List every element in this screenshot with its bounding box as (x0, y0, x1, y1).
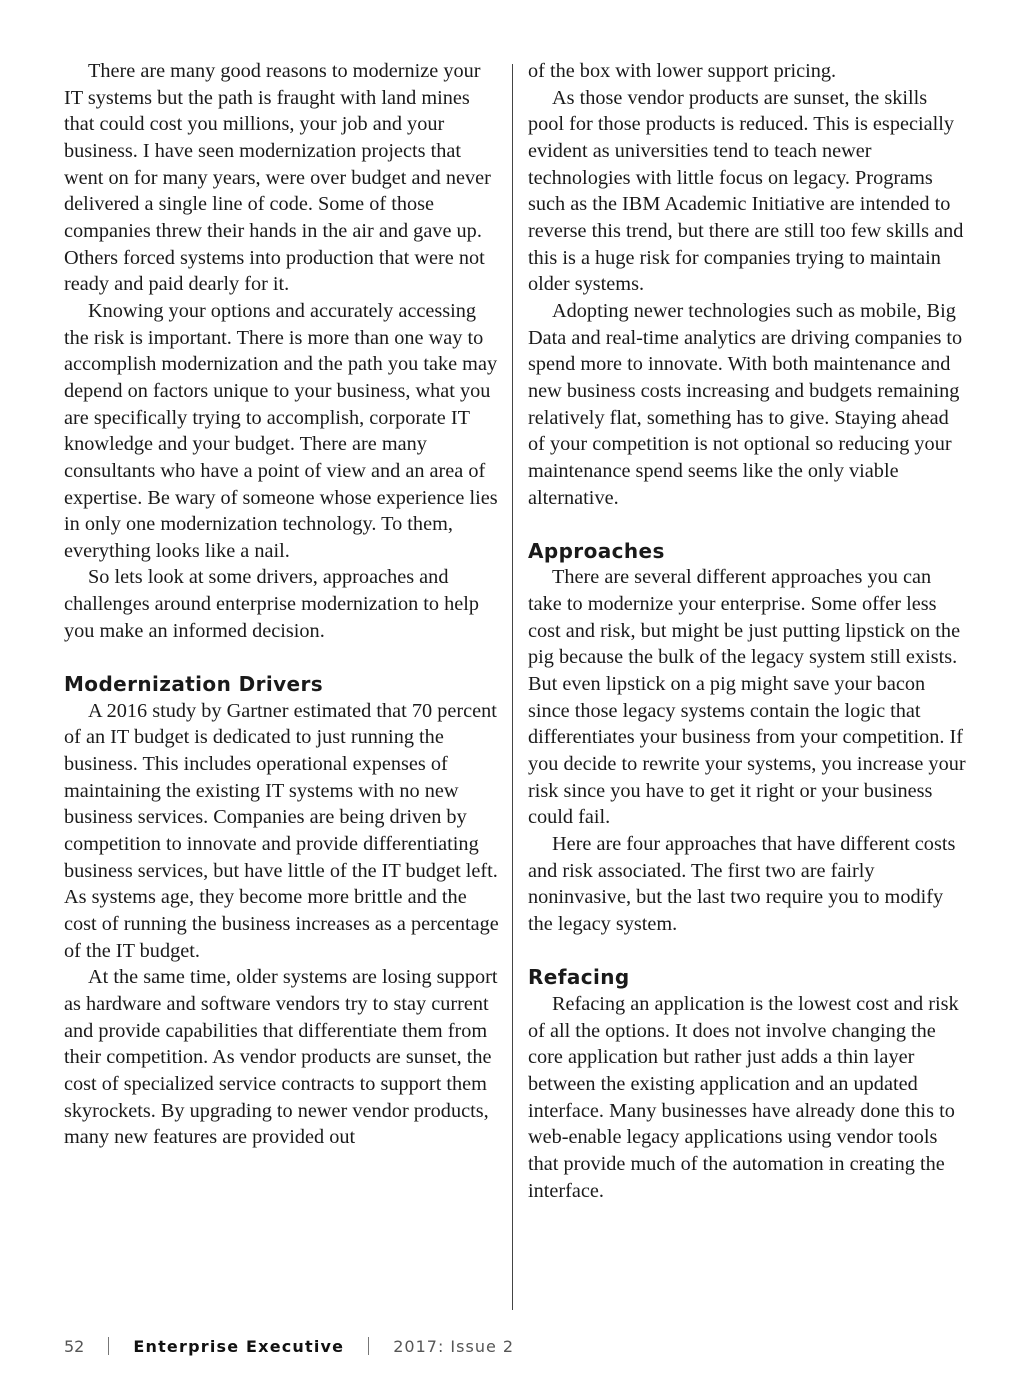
magazine-title: Enterprise Executive (133, 1336, 345, 1356)
paragraph: of the box with lower support pricing. (528, 60, 837, 82)
issue-label: 2017: Issue 2 (393, 1336, 515, 1356)
page-footer (64, 1334, 514, 1358)
paragraph: There are several different approaches you can take to modernize your enterprise. Some offer less cost and risk, but might be just putting lipstick on the pig because the bulk of the legacy system still exists. But even lipstick on a pig might save your bacon since those legacy systems contain the logic that differentiates your business from your competition. If you decide to rewrite your systems, you increase your risk since you have to get it right or your business could fail. (528, 566, 966, 829)
page-number: 52 (64, 1336, 85, 1356)
paragraph: Here are four approaches that have different costs and risk associated. The first two are fairly noninvasive, but the last two require you to modify the legacy system. (528, 833, 956, 935)
paragraph: As those vendor products are sunset, the skills pool for those products is reduced. This is especially evident as universities tend to teach newer technologies with little focus on legacy. Programs such as the IBM Academic Initiative are intended to reverse this trend, but there are still too few skills and this is a huge risk for companies trying to maintain older systems. (528, 86, 964, 296)
right-column (528, 58, 968, 1204)
paragraph: Knowing your options and accurately accessing the risk is important. There is more than one way to accomplish modernization and the path you take may depend on factors unique to your business, what you are specifically trying to accomplish, corporate IT knowledge and your budget. There are many consultants who have a point of view and an area of expertise. Be wary of someone whose experience lies in only one modernization technology. To them, everything looks like a nail. (64, 299, 498, 562)
footer-divider (108, 1337, 109, 1355)
paragraph: At the same time, older systems are losing support as hardware and software vendors try to stay current and provide capabilities that differentiate them from their competition. As vendor products are sunset, the cost of specialized service contracts to support them skyrockets. By upgrading to newer vendor products, many new features are provided out (64, 966, 498, 1149)
spacer (64, 644, 502, 671)
footer-divider (368, 1337, 369, 1355)
column-divider (512, 64, 513, 1310)
paragraph: A 2016 study by Gartner estimated that 70 percent of an IT budget is dedicated to just running the business. This includes operational expenses of maintaining the existing IT systems with no new business services. Companies are being driven by competition to innovate and provide differentiating business services, but have little of the IT budget left. As systems age, they become more brittle and the cost of running the business increases as a percentage of the IT budget. (64, 699, 499, 962)
section-heading-approaches: Approaches (528, 538, 665, 563)
section-heading-modernization-drivers: Modernization Drivers (64, 672, 324, 697)
left-column (64, 58, 502, 1151)
paragraph: So lets look at some drivers, approaches and challenges around enterprise modernization to help you make an informed decision. (64, 566, 480, 642)
paragraph: There are many good reasons to modernize your IT systems but the path is fraught with land mines that could cost you millions, your job and your business. I have seen modernization projects that went on for many years, were over budget and never delivered a single line of code. Some of those companies threw their hands in the air and gave up. Others forced systems into production that were not ready and paid dearly for it. (64, 60, 491, 296)
section-heading-refacing: Refacing (528, 965, 630, 990)
spacer (528, 511, 968, 538)
paragraph: Adopting newer technologies such as mobile, Big Data and real-time analytics are driving companies to spend more to innovate. With both maintenance and new business costs increasing and budgets remaining relatively flat, something has to give. Staying ahead of your competition is not optional so reducing your maintenance spend seems like the only viable alternative. (528, 299, 963, 509)
spacer (528, 938, 968, 965)
paragraph: Refacing an application is the lowest cost and risk of all the options. It does not involve changing the core application but rather just adds a thin layer between the existing application and an updated interface. Many businesses have already done this to web-enable legacy applications using vendor tools that provide much of the automation in creating the interface. (528, 992, 959, 1202)
